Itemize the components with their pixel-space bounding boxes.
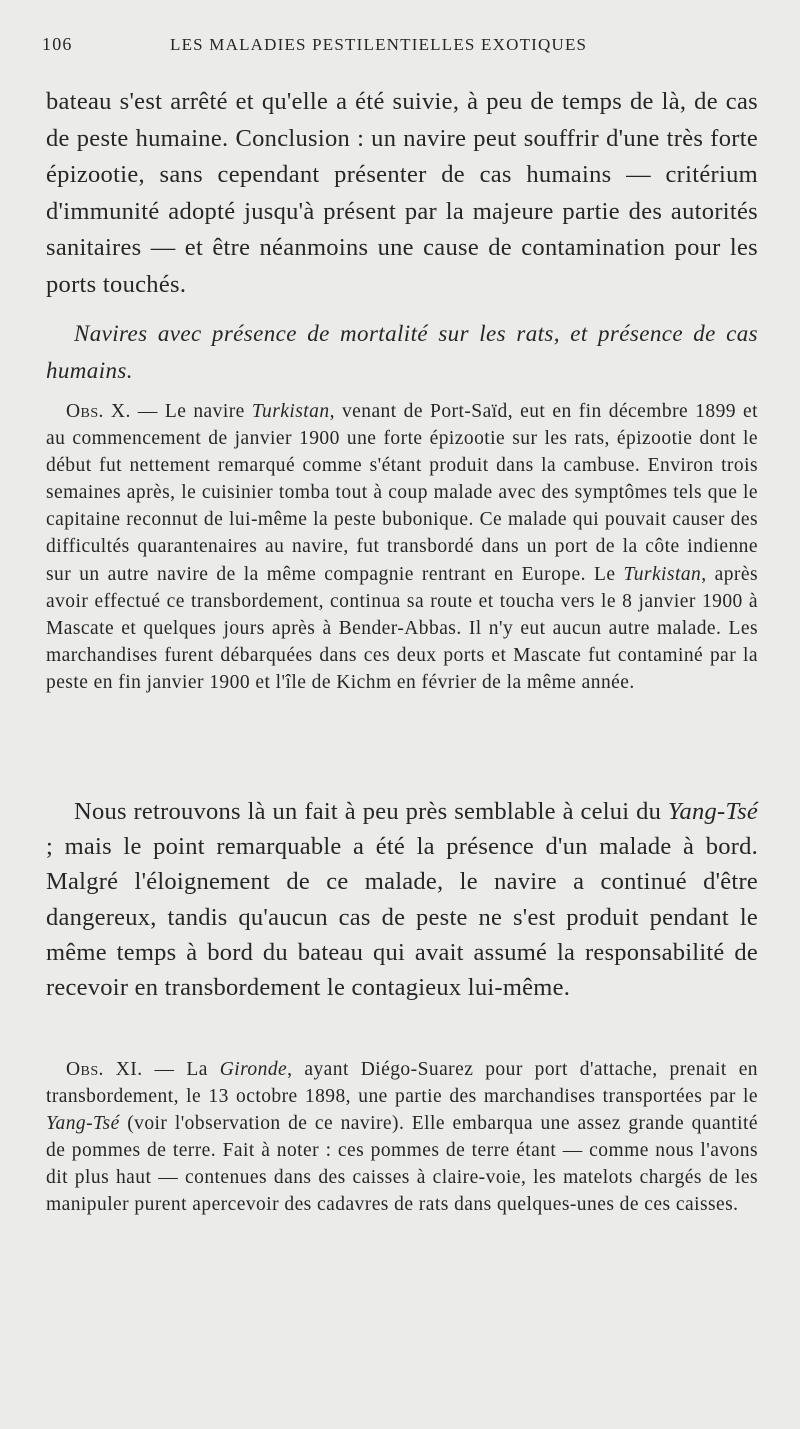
observation-x-text-a: — Le navire [130, 401, 252, 422]
paragraph-analysis-text-b: ; mais le point remarquable a été la présence d'un malade à bord. Malgré l'éloignement de ce malade, le navire a continué d'être dangereux, tandis qu'aucun cas de peste ne s'est produit pendant le même temps à bord du bateau qui avait assumé la responsabilité de recevoir en transbordement le contagieux lui-même. [46, 833, 758, 1002]
observation-xi-label: Obs. XI. [66, 1059, 143, 1080]
paragraph-continuation: bateau s'est arrêté et qu'elle a été suivie, à peu de temps de là, de cas de peste humaine. Conclusion : un navire peut souffrir d'une très forte épizootie, sans cependant présenter de cas humains — critérium d'immunité adopté jusqu'à présent par la majeure partie des autorités sanitaires — et être néanmoins une cause de contamination pour les ports touchés. [46, 88, 758, 298]
observation-x-ship-2: Turkistan [623, 563, 702, 585]
observation-x-text-b: , venant de Port-Saïd, eut en fin décembre 1899 et au commencement de janvier 1900 une forte épizootie sur les rats, épizootie dont le début fut nettement remarqué comme s'étant produit dans la cambuse. Environ trois semaines après, le cuisinier tomba tout à coup malade avec des symptômes tels que le capitaine reconnut de lui-même la peste bubonique. Ce malade qui pouvait causer des difficultés quarantenaires au navire, fut transbordé dans un port de la côte indienne sur un autre navire de la même compagnie rentrant en Europe. Le [46, 401, 758, 585]
paragraph-analysis [46, 794, 758, 1005]
observation-xi-ship-2: Yang-Tsé [46, 1113, 120, 1135]
running-header [42, 34, 760, 55]
observation-xi-ship: Gironde [219, 1059, 288, 1080]
observation-xi-text-b: , ayant Diégo-Suarez pour port d'attache, prenait en transbordement, le 13 octobre 1898, une partie des marchandises transportées par le [46, 1059, 758, 1108]
page-number: 106 [42, 34, 73, 54]
observation-x-ship: Turkistan [251, 401, 330, 422]
running-title: LES MALADIES PESTILENTIELLES EXOTIQUES [170, 35, 588, 54]
observation-x [46, 398, 758, 696]
observation-xi-text-c: (voir l'observation de ce navire). Elle embarqua une assez grande quantité de pommes de terre. Fait à noter : ces pommes de terre étant — comme nous l'avons dit plus haut — contenues dans des caisses à claire-voie, les matelots chargés de les manipuler purent apercevoir des cadavres de rats dans quelques-unes de ces caisses. [46, 1113, 758, 1216]
observation-x-text-c: , après avoir effectué ce transbordement, continua sa route et toucha vers le 8 janvier 1900 à Mascate et quelques jours après à Bender-Abbas. Il n'y eut aucun autre malade. Les marchandises furent débarquées dans ces deux ports et Mascate fut contaminé par la peste en fin janvier 1900 et l'île de Kichm en février de la même année. [46, 563, 759, 693]
observation-xi-text-a: — La [142, 1059, 220, 1080]
section-heading-text: Navires avec présence de mortalité sur les rats, et présence de cas humains. [46, 321, 758, 383]
observation-x-label: Obs. X. [66, 401, 131, 422]
section-heading [46, 316, 758, 389]
observation-xi [46, 1056, 758, 1219]
paragraph-analysis-text-a: Nous retrouvons là un fait à peu près semblable à celui du [74, 798, 668, 825]
paragraph-analysis-ship: Yang-Tsé [667, 798, 758, 825]
